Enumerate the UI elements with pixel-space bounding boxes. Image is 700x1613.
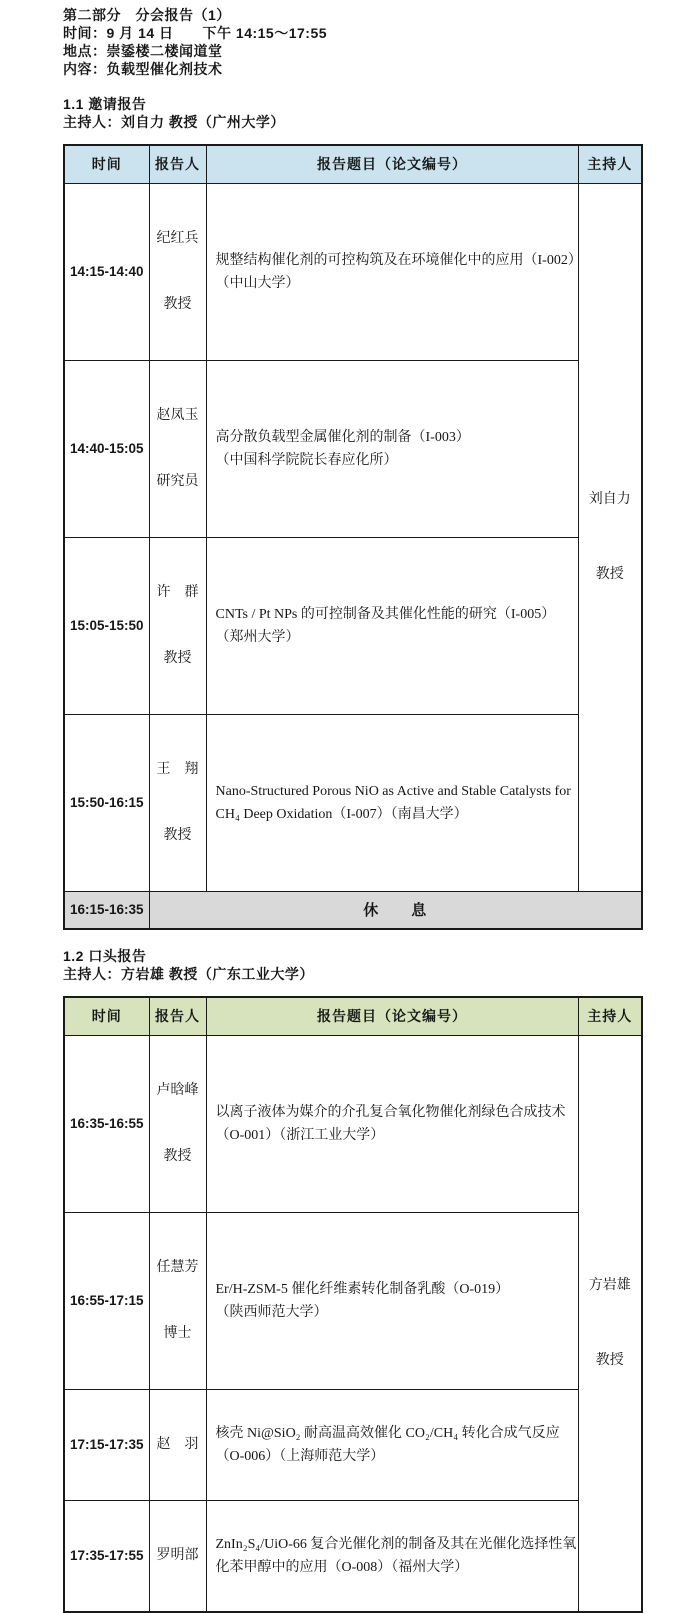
talk-title-line1: CNTs / Pt NPs 的可控制备及其催化性能的研究（I-005） — [215, 606, 556, 622]
speaker-cell — [149, 1035, 206, 1212]
talk-title-line2: 化苯甲醇中的应用（O-008）（福州大学） — [215, 1559, 469, 1575]
break-label-cell: 休 息 — [149, 891, 642, 929]
oral-talks-table — [63, 996, 643, 1613]
speaker-name: 赵凤玉 — [156, 407, 199, 423]
speaker-title: 研究员 — [156, 473, 199, 489]
section-1-2-head — [63, 947, 680, 983]
talk-title-line1: 规整结构催化剂的可控构筑及在环境催化中的应用（I-002） — [215, 252, 582, 268]
table-row — [64, 714, 642, 891]
chair-name: 方岩雄 — [588, 1278, 631, 1293]
time-cell: 17:15-17:35 — [64, 1389, 149, 1500]
col-header-speaker: 报告人 — [149, 145, 206, 183]
talk-title-line1: Nano-Structured Porous NiO as Active and Stable Catalysts for — [215, 783, 571, 799]
talk-title-line2: （中国科学院院长春应化所） — [215, 452, 398, 468]
table-row — [64, 1500, 642, 1612]
content-line: 内容：负载型催化剂技术 — [63, 61, 223, 77]
speaker-name: 王 翔 — [156, 761, 199, 777]
speaker-name: 赵 羽 — [156, 1436, 199, 1452]
talk-title-line1: 核壳 Ni@SiO₂ 耐高温高效催化 CO₂/CH₄ 转化合成气反应 — [215, 1425, 560, 1441]
time-cell: 15:50-16:15 — [64, 714, 149, 891]
speaker-title: 教授 — [163, 1148, 192, 1164]
col-header-title: 报告题目（论文编号） — [206, 997, 578, 1035]
talk-title-cell — [206, 537, 578, 714]
talk-title-cell — [206, 1212, 578, 1389]
section-1-1-chair-line: 主持人：刘自力 教授（广州大学） — [63, 114, 285, 130]
talk-title-line1: 高分散负载型金属催化剂的制备（I-003） — [215, 429, 470, 445]
speaker-title: 教授 — [163, 296, 192, 312]
table-row — [64, 537, 642, 714]
col-header-time: 时间 — [64, 997, 149, 1035]
col-header-time: 时间 — [64, 145, 149, 183]
time-line: 时间：9 月 14 日 下午 14:15～17:55 — [63, 25, 328, 41]
talk-title-line2: CH₄ Deep Oxidation（I-007）（南昌大学） — [215, 806, 468, 822]
col-header-chair: 主持人 — [578, 145, 642, 183]
section-1-1-heading: 1.1 邀请报告 — [63, 96, 147, 112]
talk-title-line2: （陕西师范大学） — [215, 1304, 328, 1320]
table-header-row — [64, 145, 642, 183]
col-header-chair: 主持人 — [578, 997, 642, 1035]
speaker-name: 卢晗峰 — [156, 1082, 199, 1098]
section-1-2-heading: 1.2 口头报告 — [63, 948, 147, 964]
speaker-title: 博士 — [163, 1325, 192, 1341]
break-time-cell: 16:15-16:35 — [64, 891, 149, 929]
talk-title-cell — [206, 360, 578, 537]
speaker-name: 许 群 — [156, 584, 199, 600]
speaker-cell — [149, 183, 206, 360]
talk-title-cell — [206, 1500, 578, 1612]
col-header-title: 报告题目（论文编号） — [206, 145, 578, 183]
time-cell: 14:15-14:40 — [64, 183, 149, 360]
section-1-1-head — [63, 95, 680, 131]
time-cell: 16:35-16:55 — [64, 1035, 149, 1212]
speaker-cell — [149, 1212, 206, 1389]
table-row — [64, 1212, 642, 1389]
time-cell: 14:40-15:05 — [64, 360, 149, 537]
talk-title-cell — [206, 183, 582, 360]
chair-title: 教授 — [595, 1353, 624, 1368]
col-header-speaker: 报告人 — [149, 997, 206, 1035]
talk-title-line2: （中山大学） — [215, 275, 300, 291]
time-cell: 16:55-17:15 — [64, 1212, 149, 1389]
session-chair-cell — [578, 183, 642, 891]
talk-title-line2: （O-001）（浙江工业大学） — [215, 1127, 385, 1143]
talk-title-line1: Er/H-ZSM-5 催化纤维素转化制备乳酸（O-019） — [215, 1281, 510, 1297]
speaker-name: 纪红兵 — [156, 230, 199, 246]
time-cell: 15:05-15:50 — [64, 537, 149, 714]
speaker-name: 任慧芳 — [156, 1259, 199, 1275]
break-row — [64, 891, 642, 929]
talk-title-cell — [206, 1389, 578, 1500]
speaker-cell — [149, 537, 206, 714]
session-chair-cell — [578, 1035, 642, 1612]
table-row — [64, 360, 642, 537]
speaker-title: 教授 — [163, 827, 192, 843]
table-row — [64, 1035, 642, 1212]
talk-title-line2: （郑州大学） — [215, 629, 300, 645]
speaker-cell — [149, 360, 206, 537]
table-row — [64, 1389, 642, 1500]
talk-title-line1: 以离子液体为媒介的介孔复合氧化物催化剂绿色合成技术 — [215, 1104, 566, 1120]
speaker-cell — [149, 1389, 206, 1500]
chair-name: 刘自力 — [588, 492, 631, 507]
talk-title-cell — [206, 1035, 578, 1212]
place-line: 地点：崇鋈楼二楼闻道堂 — [63, 43, 223, 59]
speaker-cell — [149, 714, 206, 891]
speaker-title: 教授 — [163, 650, 192, 666]
document-header — [63, 6, 680, 78]
chair-title: 教授 — [595, 567, 624, 582]
talk-title-cell — [206, 714, 578, 891]
section-1-2-chair-line: 主持人：方岩雄 教授（广东工业大学） — [63, 966, 314, 982]
talk-title-line2: （O-006）（上海师范大学） — [215, 1448, 385, 1464]
time-cell: 17:35-17:55 — [64, 1500, 149, 1612]
speaker-name: 罗明部 — [156, 1547, 199, 1563]
table-row — [64, 183, 642, 360]
part-heading: 第二部分 分会报告（1） — [63, 7, 231, 23]
talk-title-line1: ZnIn₂S₄/UiO-66 复合光催化剂的制备及其在光催化选择性氧 — [215, 1536, 577, 1552]
speaker-cell — [149, 1500, 206, 1612]
table-header-row — [64, 997, 642, 1035]
invited-talks-table — [63, 144, 643, 930]
